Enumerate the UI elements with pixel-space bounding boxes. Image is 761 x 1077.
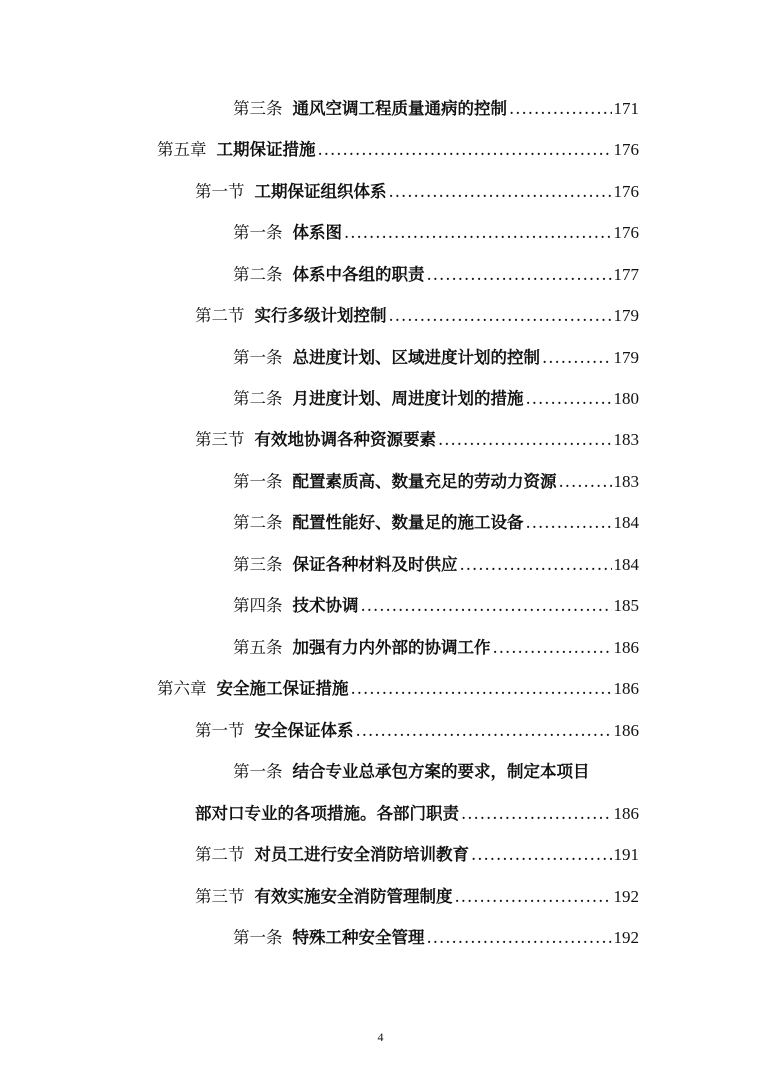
toc-entry[interactable] (195, 718, 639, 744)
entry-label: 第二节 (195, 845, 245, 864)
entry-title: 工期保证组织体系 (254, 182, 387, 201)
entry-page: 176 (613, 140, 639, 159)
entry-label: 第一条 (233, 223, 283, 242)
dot-leader (461, 801, 612, 827)
toc-entry[interactable] (233, 220, 639, 246)
entry-label: 第一条 (233, 348, 283, 367)
entry-label: 第一条 (233, 928, 283, 947)
dot-leader (455, 884, 612, 910)
toc-entry[interactable] (195, 179, 639, 205)
entry-page: 186 (613, 804, 639, 823)
dot-leader (318, 137, 612, 163)
entry-label: 第三条 (233, 555, 283, 574)
dot-leader (438, 427, 612, 453)
dot-leader (526, 386, 612, 412)
entry-title: 安全保证体系 (254, 721, 354, 740)
dot-leader (351, 676, 612, 702)
dot-leader (361, 593, 612, 619)
entry-title: 部对口专业的各项措施。各部门职责 (195, 804, 459, 823)
toc-entry[interactable] (195, 884, 639, 910)
entry-title: 总进度计划、区域进度计划的控制 (292, 348, 540, 367)
entry-label: 第五条 (233, 638, 283, 657)
entry-page: 183 (613, 472, 639, 491)
toc-entry[interactable] (157, 676, 639, 702)
entry-title: 安全施工保证措施 (216, 679, 349, 698)
dot-leader (427, 262, 612, 288)
entry-title: 对员工进行安全消防培训教育 (254, 845, 469, 864)
entry-page: 192 (613, 928, 639, 947)
entry-label: 第二条 (233, 513, 283, 532)
entry-page: 176 (613, 223, 639, 242)
entry-title: 特殊工种安全管理 (292, 928, 425, 947)
toc-entry[interactable] (195, 427, 639, 453)
toc-entry-continuation[interactable] (195, 801, 639, 827)
entry-title: 实行多级计划控制 (254, 306, 387, 325)
entry-page: 186 (613, 679, 639, 698)
dot-leader (542, 345, 612, 371)
entry-label: 第五章 (157, 140, 207, 159)
entry-label: 第三节 (195, 887, 245, 906)
dot-leader (344, 220, 612, 246)
toc-entry[interactable] (233, 925, 639, 951)
entry-title: 配置素质高、数量充足的劳动力资源 (292, 472, 557, 491)
entry-page: 186 (613, 638, 639, 657)
entry-label: 第二节 (195, 306, 245, 325)
entry-page: 185 (613, 596, 639, 615)
dot-leader (389, 303, 612, 329)
entry-page: 180 (613, 389, 639, 408)
toc-entry[interactable] (195, 842, 639, 868)
entry-title: 配置性能好、数量足的施工设备 (292, 513, 524, 532)
entry-page: 186 (613, 721, 639, 740)
entry-title: 体系图 (292, 223, 342, 242)
entry-page: 171 (613, 99, 639, 118)
toc-entry[interactable] (233, 759, 639, 785)
entry-label: 第二条 (233, 265, 283, 284)
entry-label: 第一节 (195, 182, 245, 201)
entry-title: 体系中各组的职责 (292, 265, 425, 284)
dot-leader (356, 718, 612, 744)
toc-entry[interactable] (233, 510, 639, 536)
entry-page: 184 (613, 513, 639, 532)
dot-leader (509, 96, 612, 122)
entry-label: 第一条 (233, 472, 283, 491)
entry-title: 有效地协调各种资源要素 (254, 430, 436, 449)
toc-entry[interactable] (157, 137, 639, 163)
dot-leader (389, 179, 612, 205)
entry-title: 有效实施安全消防管理制度 (254, 887, 453, 906)
toc-entry[interactable] (233, 262, 639, 288)
entry-title: 加强有力内外部的协调工作 (292, 638, 491, 657)
toc-entry[interactable] (233, 469, 639, 495)
entry-label: 第四条 (233, 596, 283, 615)
entry-page: 179 (613, 348, 639, 367)
entry-page: 192 (613, 887, 639, 906)
entry-label: 第三条 (233, 99, 283, 118)
footer-page-number: 4 (377, 1030, 384, 1044)
toc-entry[interactable] (233, 635, 639, 661)
toc-entry[interactable] (233, 345, 639, 371)
toc-entry[interactable] (233, 593, 639, 619)
entry-label: 第一节 (195, 721, 245, 740)
dot-leader (427, 925, 612, 951)
dot-leader (471, 842, 612, 868)
dot-leader (559, 469, 612, 495)
entry-page: 191 (613, 845, 639, 864)
entry-page: 183 (613, 430, 639, 449)
entry-title: 保证各种材料及时供应 (292, 555, 458, 574)
entry-title: 工期保证措施 (216, 140, 316, 159)
entry-page: 184 (613, 555, 639, 574)
entry-label: 第三节 (195, 430, 245, 449)
toc-entry[interactable] (233, 386, 639, 412)
entry-title: 技术协调 (292, 596, 359, 615)
dot-leader (493, 635, 612, 661)
entry-page: 179 (613, 306, 639, 325)
entry-page: 176 (613, 182, 639, 201)
toc-entry[interactable] (233, 552, 639, 578)
entry-page: 177 (613, 265, 639, 284)
entry-label: 第二条 (233, 389, 283, 408)
entry-title: 通风空调工程质量通病的控制 (292, 99, 507, 118)
toc-entry[interactable] (233, 96, 639, 122)
entry-label: 第一条 (233, 762, 283, 781)
entry-label: 第六章 (157, 679, 207, 698)
toc-entry[interactable] (195, 303, 639, 329)
dot-leader (526, 510, 612, 536)
entry-title: 月进度计划、周进度计划的措施 (292, 389, 524, 408)
dot-leader (460, 552, 612, 578)
entry-title: 结合专业总承包方案的要求，制定本项目 (292, 762, 590, 781)
